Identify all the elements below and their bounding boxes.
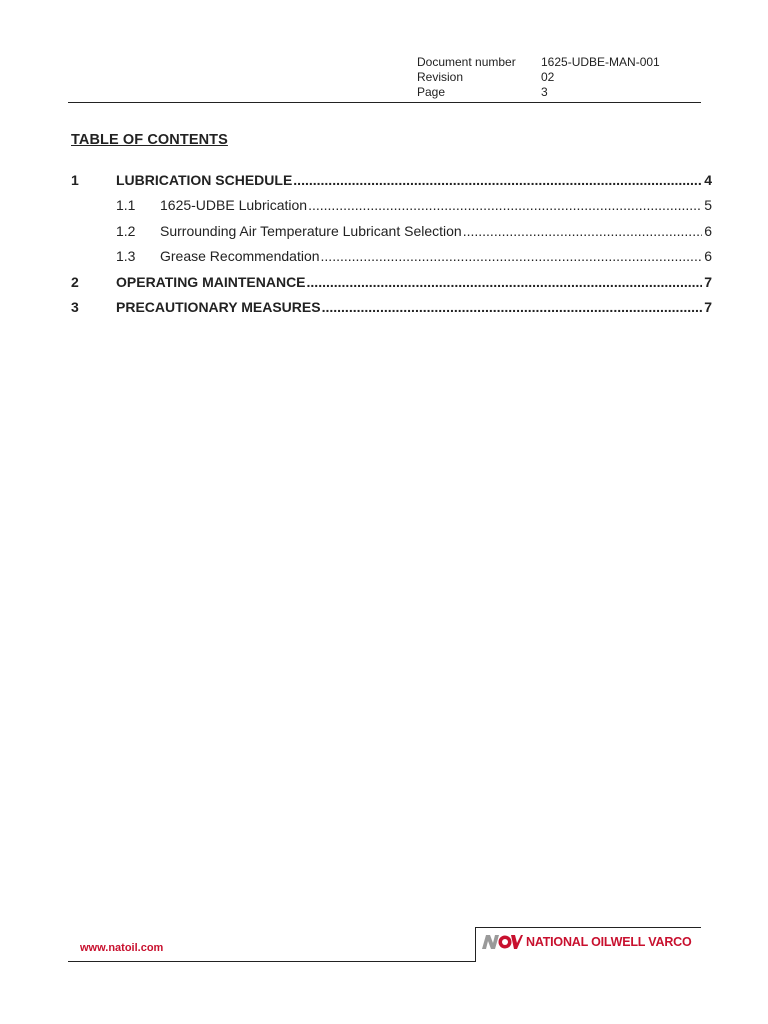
toc-page: 6: [704, 248, 712, 264]
meta-label: Page: [417, 85, 446, 99]
meta-value: 3: [541, 85, 548, 99]
toc-entry-1-2[interactable]: [71, 223, 712, 243]
toc-number: 2: [71, 274, 79, 290]
toc-label: OPERATING MAINTENANCE: [116, 274, 306, 290]
meta-value: 1625-UDBE-MAN-001: [541, 55, 660, 69]
meta-label: Document number: [417, 55, 516, 69]
toc-title: TABLE OF CONTENTS: [71, 132, 228, 148]
meta-row-document-number: [417, 55, 660, 70]
website-link[interactable]: www.natoil.com: [80, 942, 164, 954]
document-meta: [417, 55, 660, 100]
meta-row-page: [417, 85, 660, 100]
toc-label: LUBRICATION SCHEDULE: [116, 172, 293, 188]
toc-leader: [293, 172, 702, 188]
toc-page: 4: [704, 172, 712, 188]
toc-number: 1: [71, 172, 79, 188]
toc-page: 5: [704, 197, 712, 213]
toc-entry-1-3[interactable]: [71, 248, 712, 268]
toc-entry-1[interactable]: [71, 172, 712, 192]
toc-number: 1.2: [116, 223, 136, 239]
toc-label: Grease Recommendation: [160, 248, 320, 264]
company-name: NATIONAL OILWELL VARCO: [526, 935, 692, 949]
meta-label: Revision: [417, 70, 464, 84]
nov-logo-icon: [481, 932, 523, 952]
toc-label: 1625-UDBE Lubrication: [160, 197, 308, 213]
footer-logo-top-rule: [475, 927, 701, 928]
toc-page: 7: [704, 274, 712, 290]
toc-number: 1.3: [116, 248, 136, 264]
toc-label: PRECAUTIONARY MEASURES: [116, 299, 321, 315]
toc-leader: [322, 299, 703, 315]
toc-page: 6: [704, 223, 712, 239]
toc-leader: [321, 248, 703, 264]
header-divider: [68, 102, 701, 103]
toc-label: Surrounding Air Temperature Lubricant Selection: [160, 223, 462, 239]
toc-leader: [307, 274, 703, 290]
toc-entry-3[interactable]: [71, 299, 712, 319]
toc-entry-1-1[interactable]: [71, 197, 712, 217]
toc-number: 1.1: [116, 197, 136, 213]
meta-row-revision: [417, 70, 660, 85]
company-logo: [481, 932, 692, 952]
meta-value: 02: [541, 70, 555, 84]
toc-leader: [463, 223, 703, 239]
toc-leader: [308, 197, 702, 213]
toc-number: 3: [71, 299, 79, 315]
footer-divider-vertical: [475, 927, 476, 962]
toc-entry-2[interactable]: [71, 274, 712, 294]
toc-page: 7: [704, 299, 712, 315]
footer-divider: [68, 961, 475, 962]
